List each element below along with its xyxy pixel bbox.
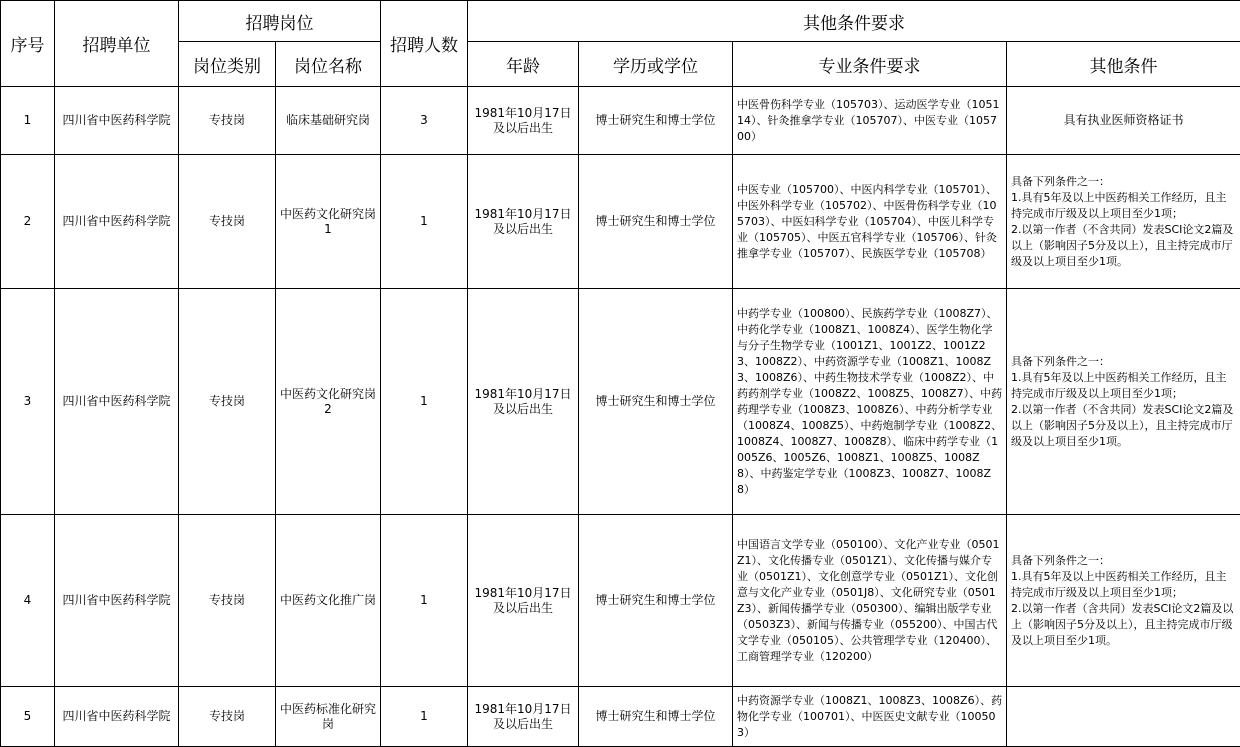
table-row <box>1 87 1240 155</box>
header-major: 专业条件要求 <box>733 42 1007 87</box>
row-unit: 四川省中医药科学院 <box>55 289 179 515</box>
row-other <box>1007 515 1240 687</box>
row-category: 专技岗 <box>179 289 276 515</box>
table-row <box>1 155 1240 289</box>
row-other-line: 2.以第一作者（含共同）发表SCI论文2篇及以上（影响因子5分及以上），且主持完成市厅级及以上项目至少1项。 <box>1011 601 1234 647</box>
row-unit: 四川省中医药科学院 <box>55 155 179 289</box>
row-other <box>1007 155 1240 289</box>
header-other-requirements-group: 其他条件要求 <box>468 1 1240 42</box>
row-age-line: 1981年10月17日 <box>474 585 572 600</box>
table-row <box>1 515 1240 687</box>
row-unit: 四川省中医药科学院 <box>55 87 179 155</box>
row-other-line: 2.以第一作者（不含共同）发表SCI论文2篇及以上（影响因子5分及以上），且主持完成市厅级及以上项目至少1项。 <box>1011 402 1234 448</box>
header-position-group: 招聘岗位 <box>179 1 381 42</box>
header-other: 其他条件 <box>1007 42 1240 87</box>
row-age-line: 及以后出生 <box>492 120 553 135</box>
header-seq: 序号 <box>1 1 55 87</box>
row-major: 中国语言文学专业（050100）、文化产业专业（0501Z1）、文化传播专业（0501Z1）、文化传播与媒介专业（0501Z1）、文化创意学专业（0501Z1）、文化创意与文化产业专业（0501J8）、文化研究专业（0501Z3）、新闻传播学专业（050300）、编辑出版学专业（0503Z3）、新闻与传播专业（055200）、中国古代文学专业（050105）、公共管理学专业（120400）、工商管理学专业（120200） <box>733 515 1007 687</box>
row-seq: 3 <box>1 289 55 515</box>
row-major: 中药资源学专业（1008Z1、1008Z3、1008Z6）、药物化学专业（100701）、中医医史文献专业（100503） <box>733 687 1007 747</box>
row-count: 1 <box>381 515 468 687</box>
row-position-name: 中医药文化研究岗1 <box>276 155 381 289</box>
row-count: 1 <box>381 687 468 747</box>
row-other-line: 1.具有5年及以上中医药相关工作经历，且主持完成市厅级及以上项目至少1项； <box>1011 370 1227 400</box>
row-category: 专技岗 <box>179 155 276 289</box>
row-unit: 四川省中医药科学院 <box>55 687 179 747</box>
header-position-name: 岗位名称 <box>276 42 381 87</box>
row-age <box>468 155 579 289</box>
table-row <box>1 289 1240 515</box>
row-other: 具有执业医师资格证书 <box>1007 87 1240 155</box>
row-category: 专技岗 <box>179 87 276 155</box>
row-education: 博士研究生和博士学位 <box>579 515 733 687</box>
row-age-line: 及以后出生 <box>492 716 553 731</box>
row-other-line: 具备下列条件之一： <box>1011 174 1110 188</box>
row-category: 专技岗 <box>179 515 276 687</box>
header-education: 学历或学位 <box>579 42 733 87</box>
row-position-name: 中医药文化推广岗 <box>276 515 381 687</box>
row-age <box>468 87 579 155</box>
row-other-line: 2.以第一作者（不含共同）发表SCI论文2篇及以上（影响因子5分及以上），且主持完成市厅级及以上项目至少1项。 <box>1011 222 1234 268</box>
row-age-line: 及以后出生 <box>492 600 553 615</box>
row-other-line: 具备下列条件之一： <box>1011 354 1110 368</box>
row-age <box>468 687 579 747</box>
row-position-name: 临床基础研究岗 <box>276 87 381 155</box>
row-education: 博士研究生和博士学位 <box>579 87 733 155</box>
row-other-line: 具备下列条件之一： <box>1011 553 1110 567</box>
row-age <box>468 289 579 515</box>
row-age-line: 1981年10月17日 <box>474 105 572 120</box>
row-position-name: 中医药标准化研究岗 <box>276 687 381 747</box>
row-major: 中医专业（105700）、中医内科学专业（105701）、中医外科学专业（105702）、中医骨伤科学专业（105703）、中医妇科学专业（105704）、中医儿科学专业（105705）、中医五官科学专业（105706）、针灸推拿学专业（105707）、民族医学专业（105708） <box>733 155 1007 289</box>
header-headcount: 招聘人数 <box>381 1 468 87</box>
row-education: 博士研究生和博士学位 <box>579 687 733 747</box>
row-age-line: 1981年10月17日 <box>474 386 572 401</box>
row-count: 3 <box>381 87 468 155</box>
row-major: 中药学专业（100800）、民族药学专业（1008Z7）、中药化学专业（1008Z1、1008Z4）、医学生物化学与分子生物学专业（1001Z1、1001Z2、1001Z23、1008Z2）、中药资源学专业（1008Z1、1008Z3、1008Z6）、中药生物技术学专业（1008Z2）、中药药剂学专业（1008Z2、1008Z5、1008Z7）、中药药理学专业（1008Z3、1008Z6）、中药分析学专业（1008Z4、1008Z5）、中药炮制学专业（1008Z2、1008Z4、1008Z7、1008Z8）、临床中药学专业（1005Z6、1005Z6、1008Z1、1008Z5、1008Z8）、中药鉴定学专业（1008Z3、1008Z7、1008Z8） <box>733 289 1007 515</box>
row-seq: 1 <box>1 87 55 155</box>
row-other <box>1007 687 1240 747</box>
header-unit: 招聘单位 <box>55 1 179 87</box>
row-count: 1 <box>381 289 468 515</box>
row-age-line: 1981年10月17日 <box>474 206 572 221</box>
row-other <box>1007 289 1240 515</box>
row-unit: 四川省中医药科学院 <box>55 515 179 687</box>
row-other-line: 1.具有5年及以上中医药相关工作经历，且主持完成市厅级及以上项目至少1项； <box>1011 190 1227 220</box>
row-seq: 2 <box>1 155 55 289</box>
row-age <box>468 515 579 687</box>
row-major: 中医骨伤科学专业（105703）、运动医学专业（105114）、针灸推拿学专业（105707）、中医专业（105700） <box>733 87 1007 155</box>
table-row <box>1 687 1240 747</box>
row-education: 博士研究生和博士学位 <box>579 155 733 289</box>
row-category: 专技岗 <box>179 687 276 747</box>
row-seq: 4 <box>1 515 55 687</box>
header-position-category: 岗位类别 <box>179 42 276 87</box>
row-other-line: 1.具有5年及以上中医药相关工作经历，且主持完成市厅级及以上项目至少1项； <box>1011 569 1227 599</box>
row-seq: 5 <box>1 687 55 747</box>
row-count: 1 <box>381 155 468 289</box>
row-age-line: 及以后出生 <box>492 221 553 236</box>
row-age-line: 1981年10月17日 <box>474 701 572 716</box>
row-age-line: 及以后出生 <box>492 401 553 416</box>
header-age: 年龄 <box>468 42 579 87</box>
row-education: 博士研究生和博士学位 <box>579 289 733 515</box>
row-position-name: 中医药文化研究岗2 <box>276 289 381 515</box>
